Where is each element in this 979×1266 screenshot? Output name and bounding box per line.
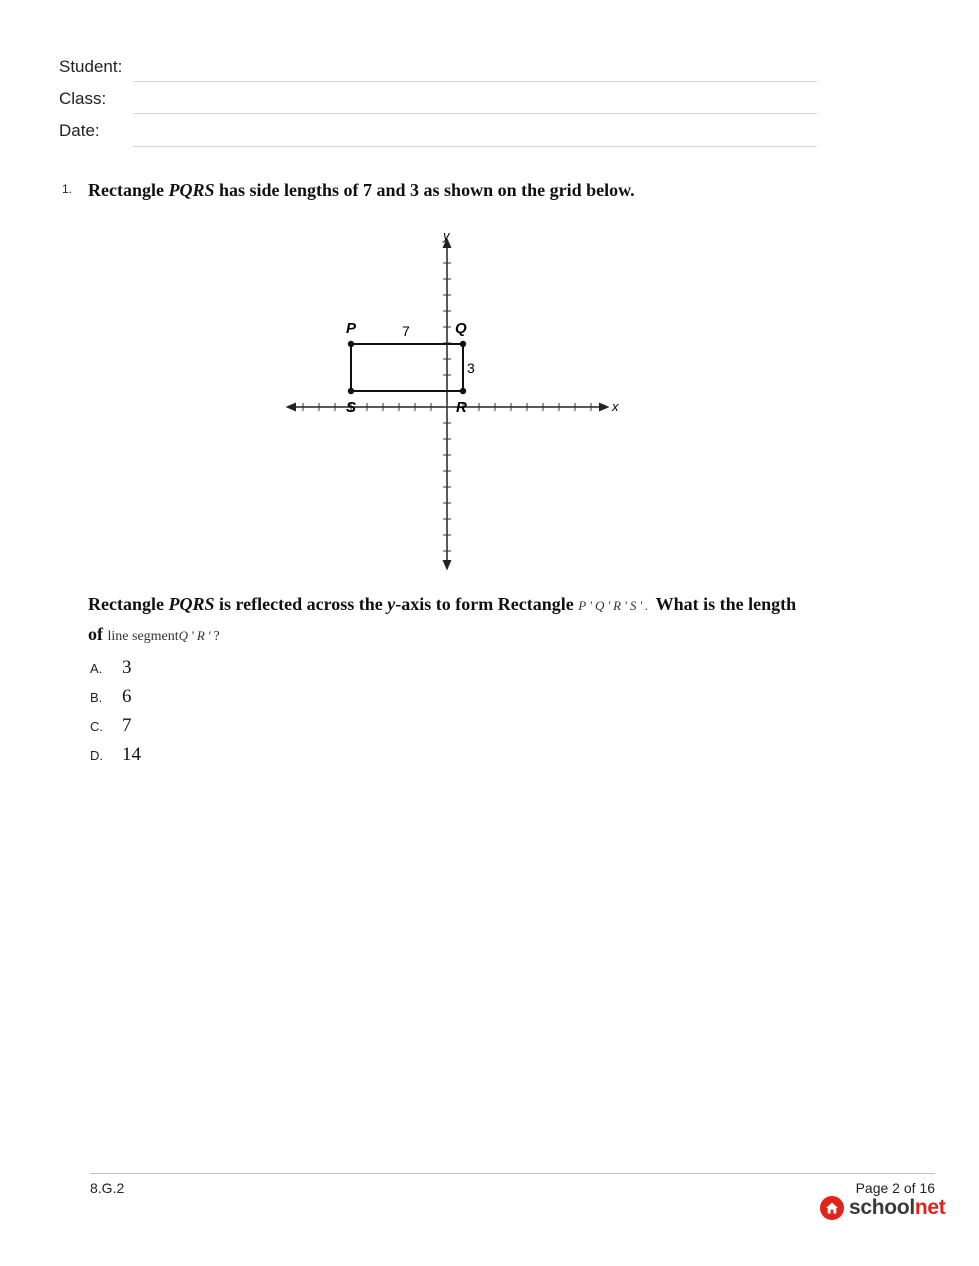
- student-label: Student:: [59, 57, 123, 76]
- choice-b[interactable]: [90, 686, 132, 708]
- x-axis-label: x: [612, 399, 619, 414]
- y-axis-label: y: [443, 228, 450, 243]
- choice-value: 7: [122, 715, 132, 736]
- part2-prime-rect-name: P'Q'R'S'.: [578, 598, 652, 613]
- choice-value: 14: [122, 744, 141, 765]
- home-icon: [820, 1196, 844, 1220]
- part2-rect-name: PQRS: [168, 594, 215, 614]
- part2-text-b: is reflected across the: [214, 594, 388, 614]
- logo-text-net: net: [914, 1196, 946, 1219]
- choice-a[interactable]: [90, 657, 132, 679]
- footer-divider: [90, 1173, 935, 1174]
- point-p: [348, 341, 354, 347]
- point-q: [460, 341, 466, 347]
- segment-text: line segment: [107, 629, 179, 644]
- stem-rect-name: PQRS: [168, 180, 215, 200]
- choice-letter: D.: [90, 748, 103, 763]
- class-field-line[interactable]: [133, 113, 817, 114]
- point-s: [348, 388, 354, 394]
- class-label: Class:: [59, 89, 107, 108]
- choice-value: 6: [122, 686, 132, 707]
- rectangle-pqrs: [351, 344, 463, 391]
- point-r: [460, 388, 466, 394]
- length-side-label: 3: [467, 360, 475, 376]
- date-label: Date:: [59, 121, 100, 140]
- choice-d[interactable]: [90, 744, 141, 766]
- label-r: R: [456, 399, 467, 416]
- schoolnet-logo: [820, 1196, 946, 1220]
- footer-standard: 8.G.2: [90, 1180, 125, 1196]
- footer-page-number: Page 2 of 16: [855, 1180, 935, 1196]
- part2-text-c: -axis to form Rectangle: [395, 594, 579, 614]
- stem-suffix: has side lengths of 7 and 3 as shown on the grid below.: [214, 180, 635, 200]
- question-stem-part2: [88, 590, 808, 651]
- coordinate-grid-figure: [280, 228, 630, 573]
- question-number: 1.: [62, 182, 73, 196]
- label-s: S: [346, 399, 357, 416]
- label-q: Q: [455, 320, 467, 337]
- stem-prefix: Rectangle: [88, 180, 169, 200]
- part2-text-d: What is the length of: [88, 594, 797, 644]
- choice-letter: C.: [90, 719, 103, 734]
- choice-letter: B.: [90, 690, 103, 705]
- length-top-label: 7: [402, 323, 410, 339]
- student-field-line[interactable]: [133, 81, 817, 82]
- choice-value: 3: [122, 657, 132, 678]
- question-stem: [88, 180, 635, 201]
- logo-text-school: school: [849, 1196, 915, 1219]
- choice-c[interactable]: [90, 715, 132, 737]
- part2-text-a: Rectangle: [88, 594, 169, 614]
- segment-name: Q'R': [178, 628, 214, 643]
- part2-axis: y: [387, 594, 396, 614]
- date-field-line[interactable]: [133, 146, 817, 147]
- choice-letter: A.: [90, 661, 103, 676]
- part2-end: ?: [213, 629, 220, 644]
- label-p: P: [346, 320, 357, 337]
